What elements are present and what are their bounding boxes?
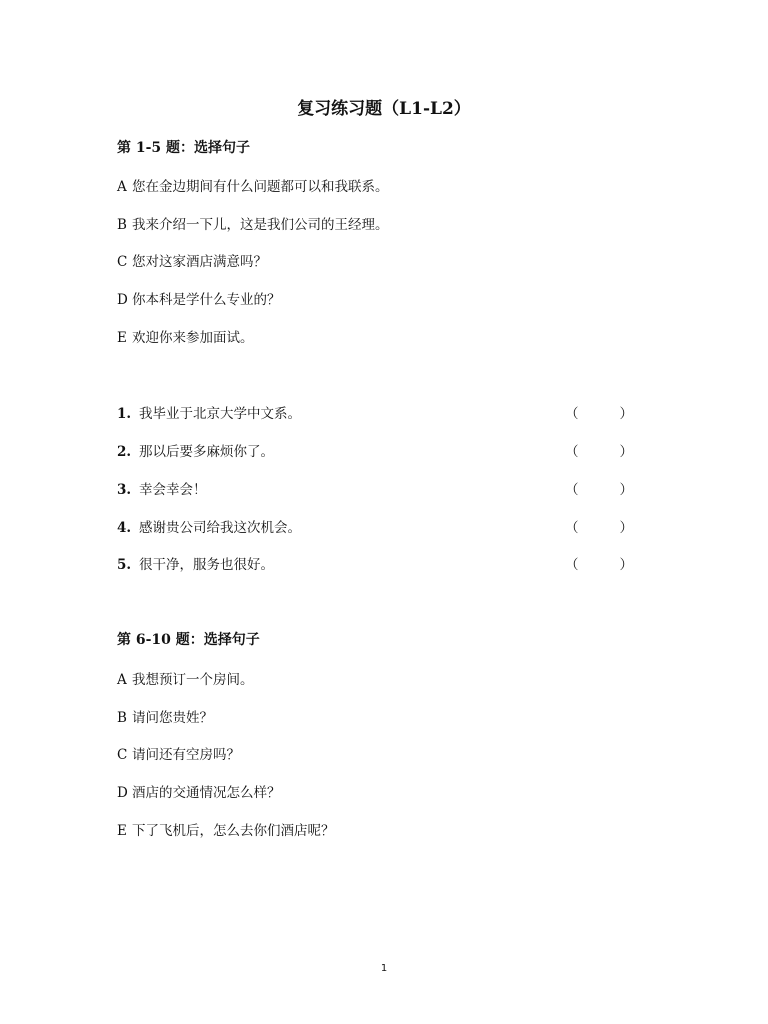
section1-option-c	[117, 250, 267, 270]
question-text: 很干净，服务也很好。	[139, 557, 274, 573]
question-5	[117, 553, 637, 573]
question-1	[117, 402, 637, 422]
section1-heading: 第 1-5 题：选择句子	[117, 140, 251, 156]
section2-option-b	[117, 706, 213, 726]
close-paren: ）	[619, 520, 633, 536]
option-letter: B	[117, 217, 127, 233]
question-text: 感谢贵公司给我这次机会。	[139, 520, 301, 536]
option-letter: A	[117, 179, 127, 195]
answer-blank[interactable]	[565, 478, 633, 498]
option-text: 欢迎你来参加面试。	[132, 330, 254, 346]
close-paren: ）	[619, 444, 633, 460]
close-paren: ）	[619, 406, 633, 422]
option-letter: A	[117, 672, 127, 688]
open-paren: （	[565, 406, 579, 422]
option-text: 您在金边期间有什么问题都可以和我联系。	[132, 179, 389, 195]
question-text: 那以后要多麻烦你了。	[139, 444, 274, 460]
question-number: 4.	[117, 520, 132, 536]
answer-blank[interactable]	[565, 553, 633, 573]
option-text: 下了飞机后，怎么去你们酒店呢？	[132, 823, 335, 839]
section2-option-a	[117, 668, 254, 688]
section2-option-d	[117, 781, 281, 801]
open-paren: （	[565, 444, 579, 460]
option-text: 我来介绍一下儿，这是我们公司的王经理。	[132, 217, 389, 233]
option-letter: E	[117, 330, 127, 346]
page-title: 复习练习题（L1-L2）	[297, 99, 471, 119]
option-text: 您对这家酒店满意吗？	[132, 254, 267, 270]
open-paren: （	[565, 557, 579, 573]
page-number: 1	[380, 963, 388, 974]
close-paren: ）	[619, 482, 633, 498]
close-paren: ）	[619, 557, 633, 573]
option-text: 酒店的交通情况怎么样？	[132, 785, 281, 801]
question-text: 我毕业于北京大学中文系。	[139, 406, 301, 422]
question-3	[117, 478, 637, 498]
option-text: 请问您贵姓？	[132, 710, 213, 726]
option-letter: C	[117, 254, 128, 270]
question-4	[117, 516, 637, 536]
section2-option-e	[117, 819, 335, 839]
question-number: 2.	[117, 444, 132, 460]
section2-heading: 第 6-10 题：选择句子	[117, 632, 260, 648]
answer-blank[interactable]	[565, 402, 633, 422]
section1-option-a	[117, 175, 389, 195]
option-letter: C	[117, 747, 128, 763]
open-paren: （	[565, 482, 579, 498]
option-text: 我想预订一个房间。	[132, 672, 254, 688]
open-paren: （	[565, 520, 579, 536]
answer-blank[interactable]	[565, 440, 633, 460]
section2-option-c	[117, 743, 240, 763]
option-letter: D	[117, 785, 128, 801]
option-letter: B	[117, 710, 127, 726]
question-number: 3.	[117, 482, 132, 498]
section1-option-b	[117, 213, 389, 233]
option-letter: E	[117, 823, 127, 839]
option-letter: D	[117, 292, 128, 308]
question-number: 1.	[117, 406, 132, 422]
section1-option-e	[117, 326, 254, 346]
option-text: 你本科是学什么专业的？	[132, 292, 281, 308]
question-number: 5.	[117, 557, 132, 573]
question-text: 幸会幸会！	[139, 482, 207, 498]
section1-option-d	[117, 288, 281, 308]
question-2	[117, 440, 637, 460]
option-text: 请问还有空房吗？	[132, 747, 240, 763]
answer-blank[interactable]	[565, 516, 633, 536]
